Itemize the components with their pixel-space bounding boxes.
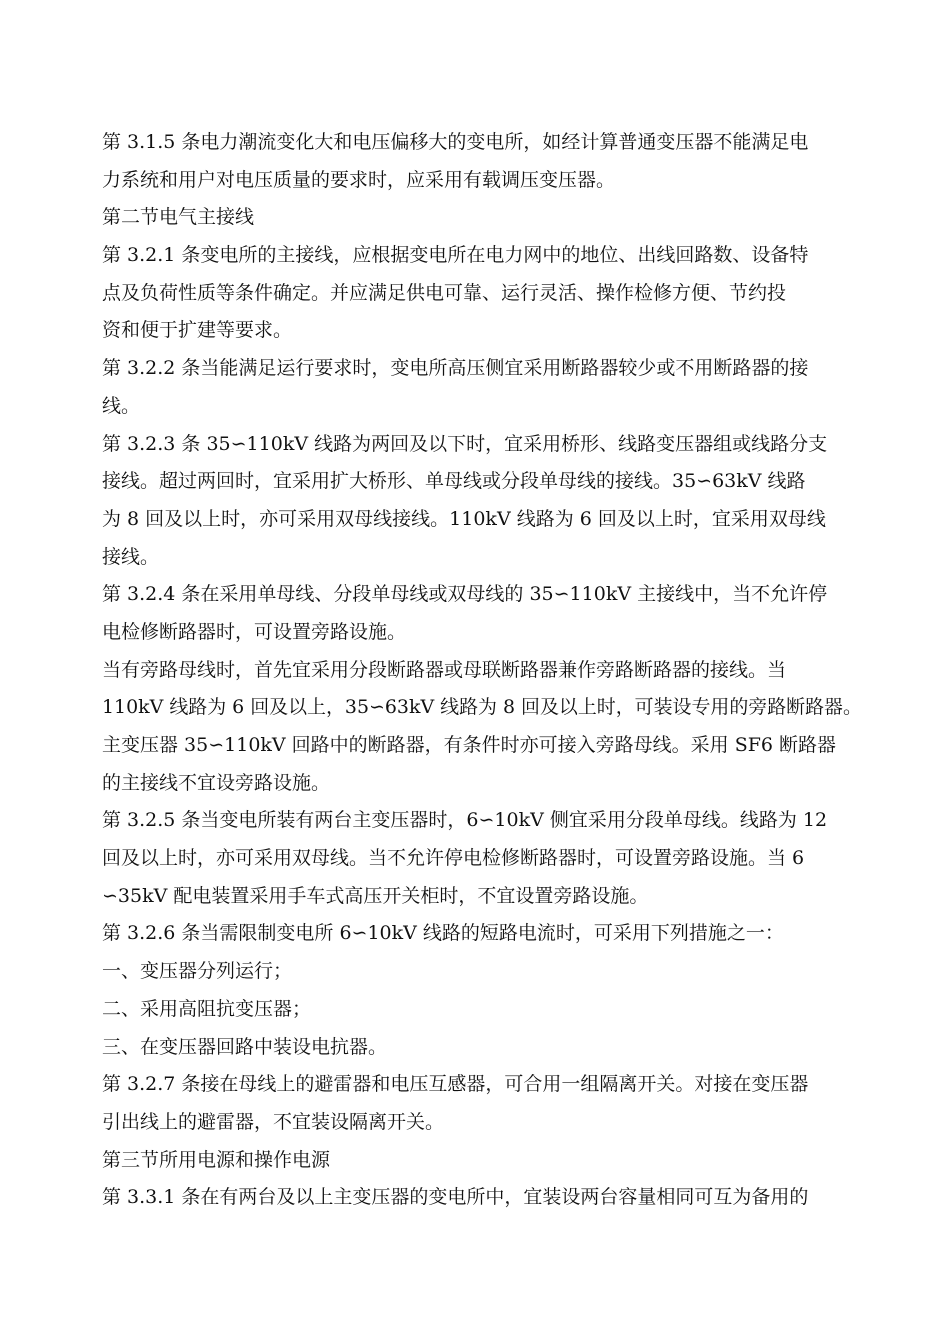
text-line: 第 3.2.5 条当变电所装有两台主变压器时，6∽10kV 侧宜采用分段单母线。线路为 12 (102, 809, 828, 832)
text-line: 的主接线不宜设旁路设施。 (102, 771, 331, 794)
text-line: 第三节所用电源和操作电源 (102, 1148, 331, 1171)
text-line: 第 3.2.3 条 35∽110kV 线路为两回及以下时，宜采用桥形、线路变压器组或线路分支 (102, 432, 828, 455)
text-line: 第 3.2.4 条在采用单母线、分段单母线或双母线的 35∽110kV 主接线中，当不允许停 (102, 583, 828, 606)
text-line: 第 3.2.1 条变电所的主接线，应根据变电所在电力网中的地位、出线回路数、设备特 (102, 244, 809, 267)
text-line: 资和便于扩建等要求。 (102, 319, 293, 342)
text-line: 线。 (102, 394, 141, 417)
text-line: 电检修断路器时，可设置旁路设施。 (102, 620, 407, 643)
text-line: 第 3.2.7 条接在母线上的避雷器和电压互感器，可合用一组隔离开关。对接在变压器 (102, 1073, 809, 1096)
text-line: 回及以上时，亦可采用双母线。当不允许停电检修断路器时，可设置旁路设施。当 6 (102, 847, 805, 870)
text-line: 第 3.2.2 条当能满足运行要求时，变电所高压侧宜采用断路器较少或不用断路器的接 (102, 357, 809, 380)
text-line: 第 3.2.6 条当需限制变电所 6∽10kV 线路的短路电流时，可采用下列措施之一： (102, 922, 784, 945)
text-line: ∽35kV 配电装置采用手车式高压开关柜时，不宜设置旁路设施。 (102, 884, 649, 907)
text-line: 为 8 回及以上时，亦可采用双母线接线。110kV 线路为 6 回及以上时，宜采用双母线 (102, 507, 826, 530)
text-line: 点及负荷性质等条件确定。并应满足供电可靠、运行灵活、操作检修方便、节约投 (102, 281, 787, 304)
document-page (102, 124, 862, 1217)
text-line: 一、变压器分列运行； (102, 960, 293, 983)
text-line: 第二节电气主接线 (102, 206, 255, 229)
text-line: 三、在变压器回路中装设电抗器。 (102, 1035, 388, 1058)
text-line: 当有旁路母线时，首先宜采用分段断路器或母联断路器兼作旁路断路器的接线。当 (102, 658, 787, 681)
text-line: 主变压器 35∽110kV 回路中的断路器，有条件时亦可接入旁路母线。采用 SF6 断路器 (102, 734, 837, 756)
text-line: 第 3.1.5 条电力潮流变化大和电压偏移大的变电所，如经计算普通变压器不能满足电 (102, 131, 809, 153)
text-line: 接线。 (102, 545, 160, 568)
text-line: 力系统和用户对电压质量的要求时，应采用有载调压变压器。 (102, 168, 616, 191)
text-line: 二、采用高阻抗变压器； (102, 997, 312, 1020)
text-line: 110kV 线路为 6 回及以上，35∽63kV 线路为 8 回及以上时，可装设专用的旁路断路器。 (102, 696, 862, 719)
text-line: 引出线上的避雷器，不宜装设隔离开关。 (102, 1110, 445, 1133)
text-line: 接线。超过两回时，宜采用扩大桥形、单母线或分段单母线的接线。35∽63kV 线路 (102, 470, 806, 493)
text-line: 第 3.3.1 条在有两台及以上主变压器的变电所中，宜装设两台容量相同可互为备用的 (102, 1186, 809, 1209)
